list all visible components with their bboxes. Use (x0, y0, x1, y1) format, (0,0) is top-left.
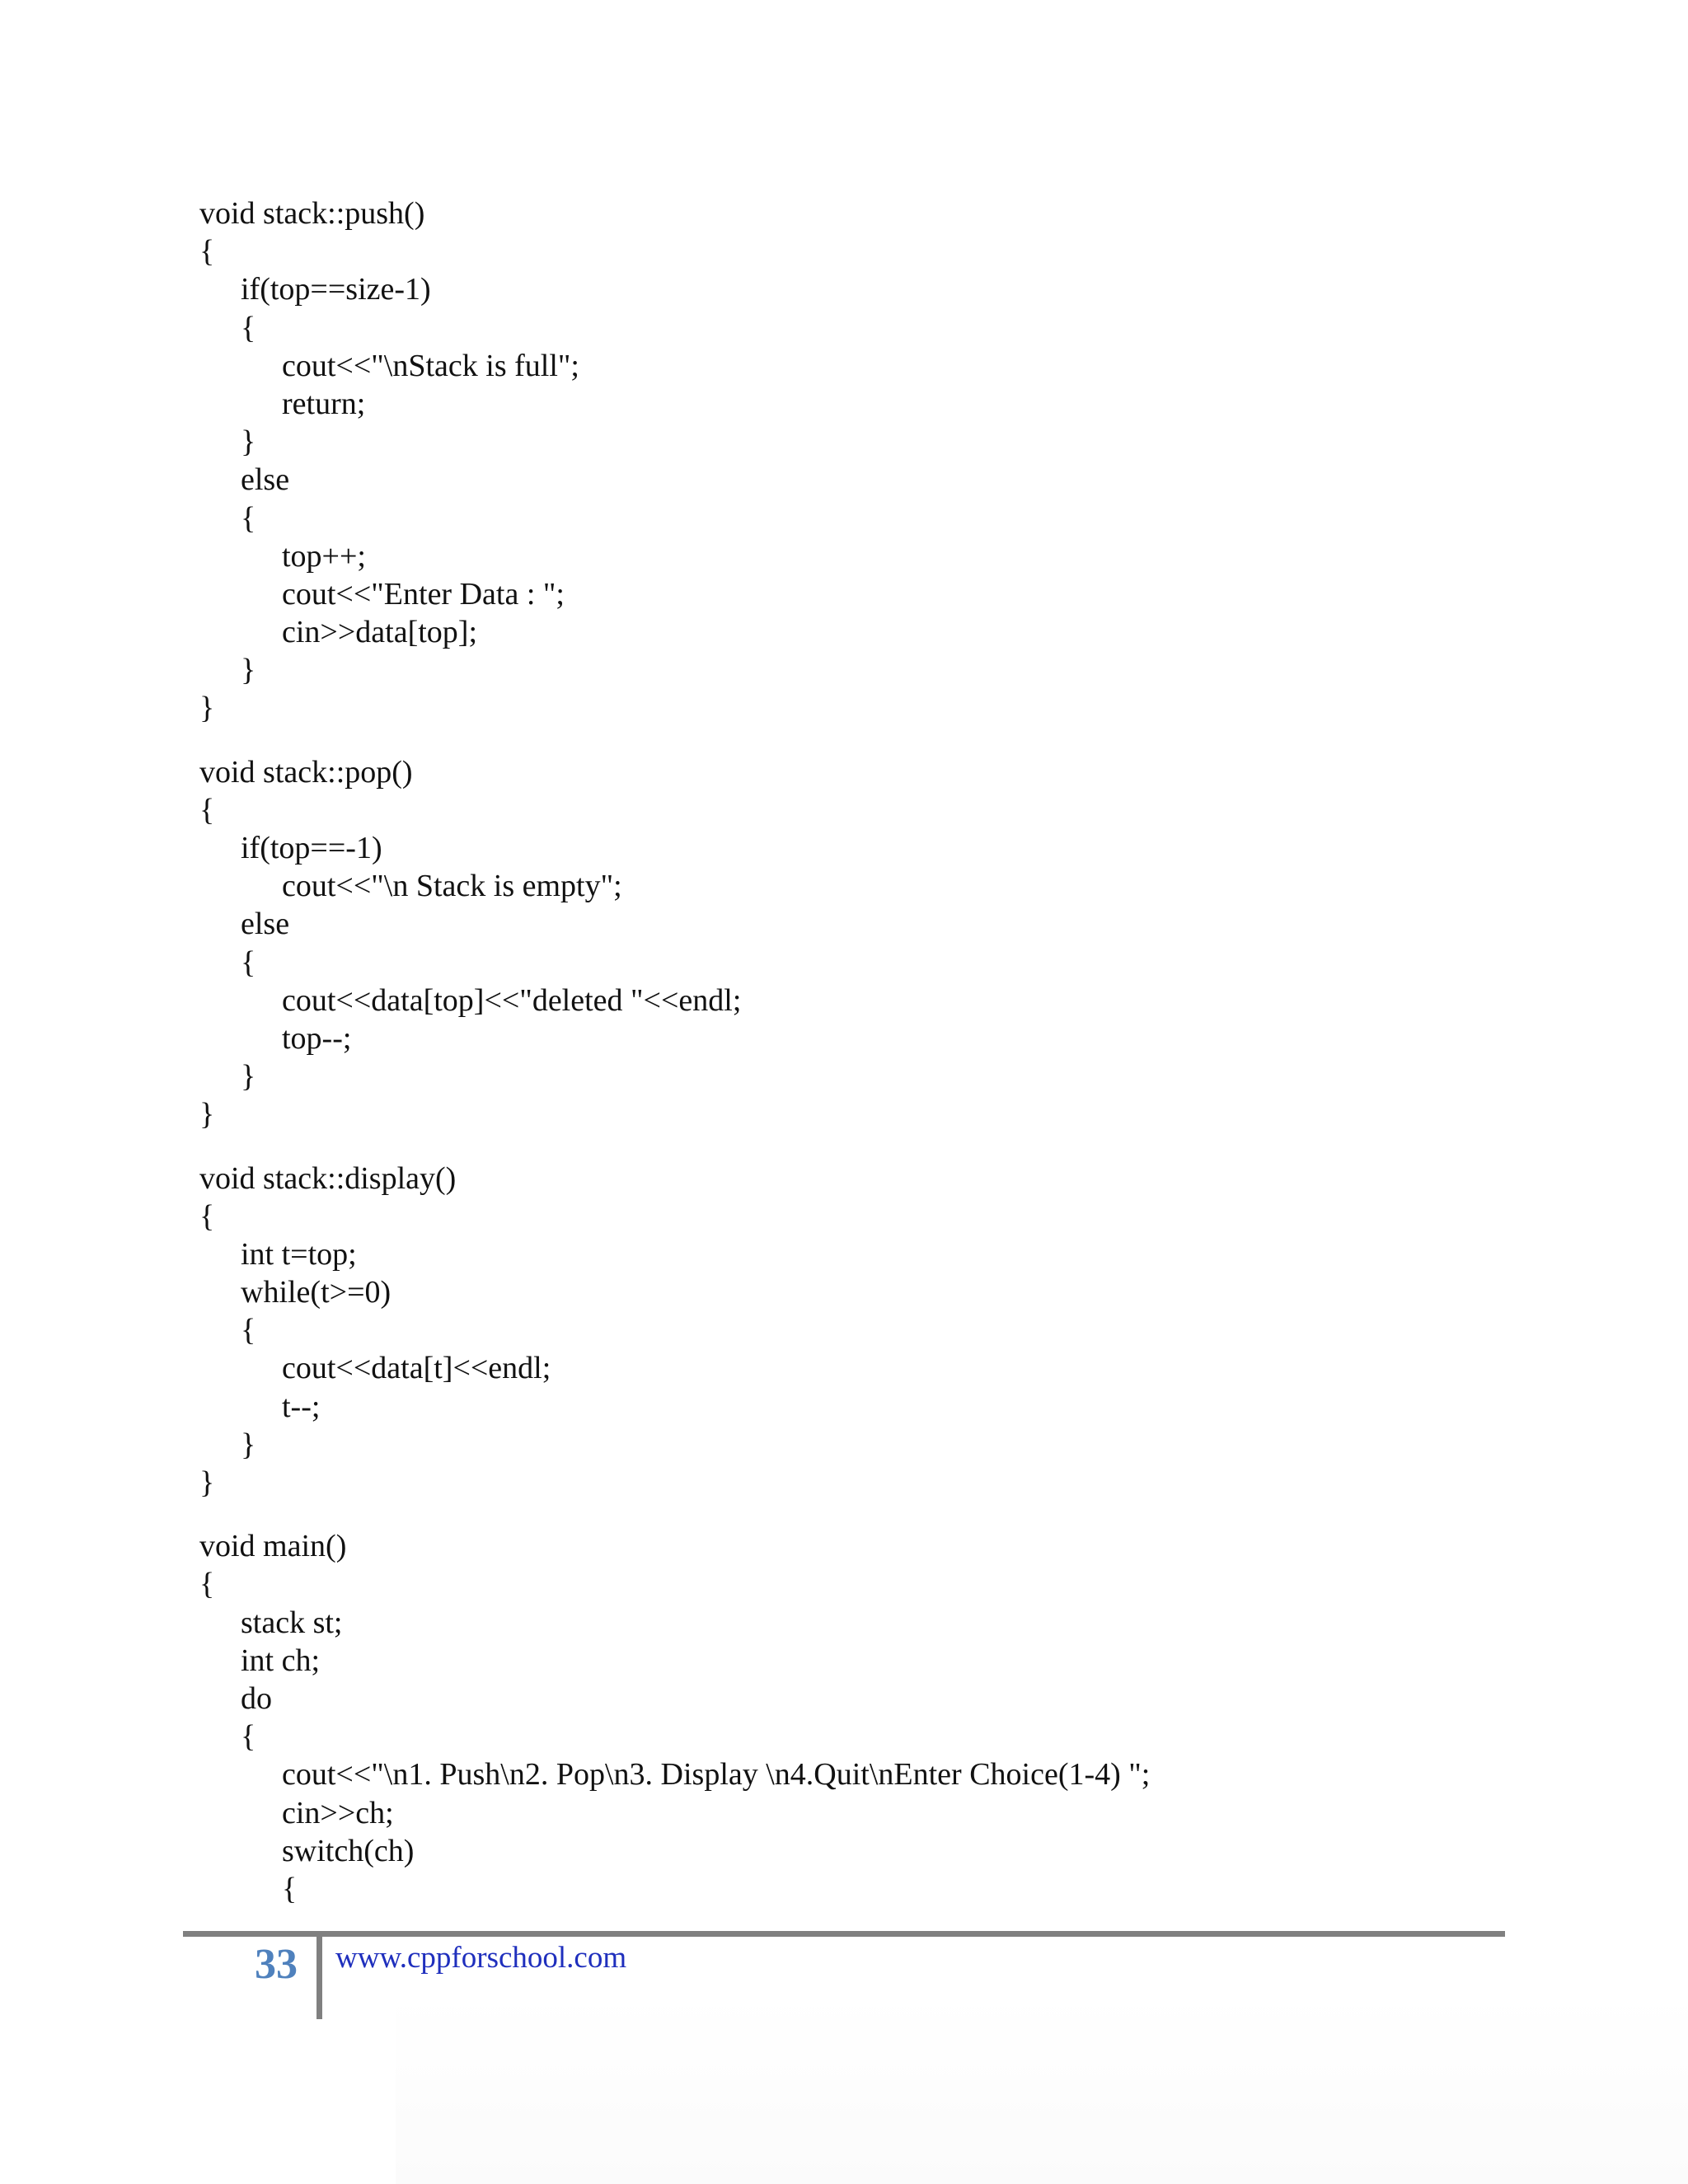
code-line: cout<<data[t]<<endl; (282, 1351, 551, 1386)
code-line: cout<<data[top]<<"deleted "<<endl; (282, 982, 742, 1018)
blank-line (199, 1502, 1518, 1527)
code-line: } (241, 424, 256, 460)
blank-line (199, 728, 1518, 753)
code-line: else (241, 907, 290, 942)
code-line: do (241, 1680, 272, 1716)
code-line: if(top==-1) (241, 831, 382, 865)
code-line: void stack::display() (199, 1160, 457, 1196)
page-number: 33 (255, 1941, 298, 1988)
code-line: top++; (282, 538, 366, 574)
code-line: } (199, 1097, 215, 1132)
code-line: while(t>=0) (241, 1275, 392, 1310)
page-shade (396, 1994, 1688, 2184)
code-line: int ch; (241, 1643, 321, 1678)
code-line: cout<<"\n Stack is empty"; (282, 869, 622, 904)
code-line: cout<<"\n1. Push\n2. Pop\n3. Display \n4.Quit\nEnter Choice(1-4) "; (282, 1757, 1151, 1793)
code-line: { (241, 500, 256, 536)
code-line: } (199, 691, 215, 726)
code-line: } (241, 1059, 256, 1094)
code-line: void main() (199, 1529, 347, 1564)
code-line: void stack::push() (199, 196, 425, 231)
code-line: return; (282, 386, 366, 421)
code-listing (199, 194, 1518, 1908)
code-line: top--; (282, 1020, 352, 1056)
code-line: else (241, 462, 290, 498)
code-line: cin>>ch; (282, 1795, 394, 1830)
code-line: switch(ch) (282, 1833, 415, 1868)
code-line: } (199, 1465, 215, 1500)
footer-rule (183, 1931, 1505, 1937)
code-line: { (199, 1567, 215, 1602)
code-line: void stack::pop() (199, 754, 413, 790)
footer-divider (316, 1931, 322, 2019)
code-line: cout<<"Enter Data : "; (282, 576, 565, 612)
code-line: int t=top; (241, 1236, 357, 1272)
code-line: { (241, 1313, 256, 1348)
code-line: { (199, 234, 215, 269)
code-line: { (241, 1719, 256, 1755)
website-link[interactable]: www.cppforschool.com (335, 1941, 627, 1975)
code-line: { (199, 792, 215, 827)
code-line: } (241, 1427, 256, 1462)
code-line: { (282, 1871, 298, 1906)
code-line: t--; (282, 1389, 321, 1424)
code-line: cout<<"\nStack is full"; (282, 348, 579, 383)
code-line: cin>>data[top]; (282, 615, 477, 650)
code-line: { (241, 944, 256, 980)
code-line: stack st; (241, 1605, 343, 1640)
code-line: { (241, 310, 256, 345)
code-line: } (241, 653, 256, 688)
code-line: if(top==size-1) (241, 272, 431, 307)
code-line: { (199, 1198, 215, 1234)
blank-line (199, 1134, 1518, 1160)
